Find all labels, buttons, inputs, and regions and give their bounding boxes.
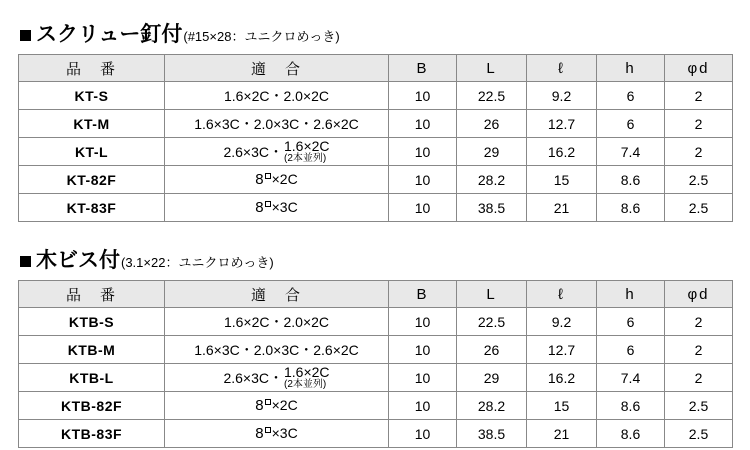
col-header-b: B (389, 55, 457, 82)
col-header-phid: φd (665, 55, 733, 82)
cell-phid: 2 (665, 110, 733, 138)
cell-fit-suffix: ×2C (271, 397, 298, 413)
small-square-icon (265, 201, 271, 207)
cell-small-l: 12.7 (527, 336, 597, 364)
cell-fit (165, 138, 389, 166)
col-header-h: h (597, 55, 665, 82)
cell-fit-prefix: 8 (255, 199, 264, 216)
cell-fit: 1.6×2C・2.0×2C (165, 308, 389, 336)
cell-h: 6 (597, 308, 665, 336)
cell-model: KTB-82F (19, 392, 165, 420)
cell-fit-stack-bottom: (2本並列) (284, 378, 327, 390)
cell-l: 22.5 (457, 82, 527, 110)
section-title-wood-screw (20, 244, 732, 274)
cell-small-l: 16.2 (527, 364, 597, 392)
table-row (19, 364, 733, 392)
cell-model: KT-82F (19, 166, 165, 194)
cell-h: 8.6 (597, 194, 665, 222)
table-row (19, 420, 733, 448)
cell-small-l: 15 (527, 166, 597, 194)
cell-fit-suffix: ×2C (271, 171, 298, 187)
bullet-square-icon (20, 30, 31, 41)
cell-small-l: 15 (527, 392, 597, 420)
cell-model: KTB-S (19, 308, 165, 336)
cell-l: 29 (457, 364, 527, 392)
small-square-icon (265, 427, 271, 433)
spec-table-screw-nail (18, 54, 733, 222)
small-square-icon (265, 399, 271, 405)
cell-fit-prefix: 8 (255, 397, 264, 414)
cell-b: 10 (389, 336, 457, 364)
cell-h: 8.6 (597, 420, 665, 448)
table-header-row (19, 55, 733, 82)
cell-h: 6 (597, 82, 665, 110)
cell-fit (165, 364, 389, 392)
table-header-row (19, 281, 733, 308)
cell-b: 10 (389, 82, 457, 110)
section-title-sub: (#15×28：ユニクロめっき) (183, 29, 340, 44)
cell-h: 6 (597, 336, 665, 364)
cell-small-l: 12.7 (527, 110, 597, 138)
section-title-main: スクリュー釘付 (36, 23, 183, 46)
cell-model: KTB-L (19, 364, 165, 392)
cell-phid: 2 (665, 336, 733, 364)
col-header-fit: 適 合 (165, 281, 389, 308)
table-row (19, 194, 733, 222)
section-title-main: 木ビス付 (36, 249, 120, 272)
cell-model: KTB-83F (19, 420, 165, 448)
cell-phid: 2 (665, 308, 733, 336)
cell-small-l: 16.2 (527, 138, 597, 166)
cell-model: KTB-M (19, 336, 165, 364)
cell-l: 28.2 (457, 166, 527, 194)
cell-l: 38.5 (457, 194, 527, 222)
cell-fit-stack-top: 1.6×2C (284, 363, 330, 380)
cell-b: 10 (389, 194, 457, 222)
cell-model: KT-M (19, 110, 165, 138)
col-header-small-l: ℓ (527, 55, 597, 82)
cell-fit-suffix: ×3C (271, 199, 298, 215)
cell-small-l: 21 (527, 194, 597, 222)
cell-model: KT-L (19, 138, 165, 166)
cell-fit-prefix: 8 (255, 425, 264, 442)
cell-phid: 2.5 (665, 420, 733, 448)
cell-phid: 2.5 (665, 166, 733, 194)
cell-h: 7.4 (597, 364, 665, 392)
cell-fit-suffix: ×3C (271, 425, 298, 441)
col-header-phid: φd (665, 281, 733, 308)
cell-fit: 1.6×3C・2.0×3C・2.6×2C (165, 110, 389, 138)
cell-fit (165, 166, 389, 194)
cell-l: 22.5 (457, 308, 527, 336)
cell-fit (165, 420, 389, 448)
small-square-icon (265, 173, 271, 179)
section-gap (18, 228, 732, 244)
cell-fit-prefix: 8 (255, 171, 264, 188)
col-header-model: 品 番 (19, 281, 165, 308)
cell-b: 10 (389, 364, 457, 392)
cell-model: KT-S (19, 82, 165, 110)
table-row (19, 166, 733, 194)
cell-small-l: 9.2 (527, 82, 597, 110)
cell-fit: 1.6×3C・2.0×3C・2.6×2C (165, 336, 389, 364)
cell-l: 29 (457, 138, 527, 166)
spec-table-wood-screw (18, 280, 733, 448)
cell-l: 38.5 (457, 420, 527, 448)
cell-h: 8.6 (597, 392, 665, 420)
cell-b: 10 (389, 392, 457, 420)
cell-model: KT-83F (19, 194, 165, 222)
table-row (19, 308, 733, 336)
cell-phid: 2 (665, 82, 733, 110)
cell-l: 28.2 (457, 392, 527, 420)
cell-l: 26 (457, 110, 527, 138)
section-screw-nail (18, 18, 732, 222)
cell-fit-prefix: 2.6×3C・ (223, 143, 283, 160)
section-title-screw-nail (20, 18, 732, 48)
cell-b: 10 (389, 110, 457, 138)
col-header-l: L (457, 55, 527, 82)
cell-b: 10 (389, 138, 457, 166)
table-row (19, 138, 733, 166)
col-header-h: h (597, 281, 665, 308)
bullet-square-icon (20, 256, 31, 267)
cell-phid: 2.5 (665, 392, 733, 420)
col-header-l: L (457, 281, 527, 308)
cell-fit: 1.6×2C・2.0×2C (165, 82, 389, 110)
cell-l: 26 (457, 336, 527, 364)
table-row (19, 110, 733, 138)
cell-phid: 2.5 (665, 194, 733, 222)
cell-b: 10 (389, 420, 457, 448)
table-row (19, 392, 733, 420)
table-row (19, 82, 733, 110)
col-header-model: 品 番 (19, 55, 165, 82)
cell-h: 7.4 (597, 138, 665, 166)
col-header-fit: 適 合 (165, 55, 389, 82)
section-title-sub: (3.1×22：ユニクロめっき) (121, 255, 274, 270)
cell-small-l: 9.2 (527, 308, 597, 336)
cell-fit-prefix: 2.6×3C・ (223, 369, 283, 386)
cell-b: 10 (389, 308, 457, 336)
cell-fit-stack-bottom: (2本並列) (284, 152, 327, 164)
cell-fit (165, 194, 389, 222)
cell-h: 8.6 (597, 166, 665, 194)
col-header-small-l: ℓ (527, 281, 597, 308)
cell-fit (165, 392, 389, 420)
cell-b: 10 (389, 166, 457, 194)
cell-fit-stack-top: 1.6×2C (284, 137, 330, 154)
cell-phid: 2 (665, 138, 733, 166)
section-wood-screw (18, 244, 732, 448)
table-row (19, 336, 733, 364)
cell-phid: 2 (665, 364, 733, 392)
cell-h: 6 (597, 110, 665, 138)
cell-small-l: 21 (527, 420, 597, 448)
col-header-b: B (389, 281, 457, 308)
